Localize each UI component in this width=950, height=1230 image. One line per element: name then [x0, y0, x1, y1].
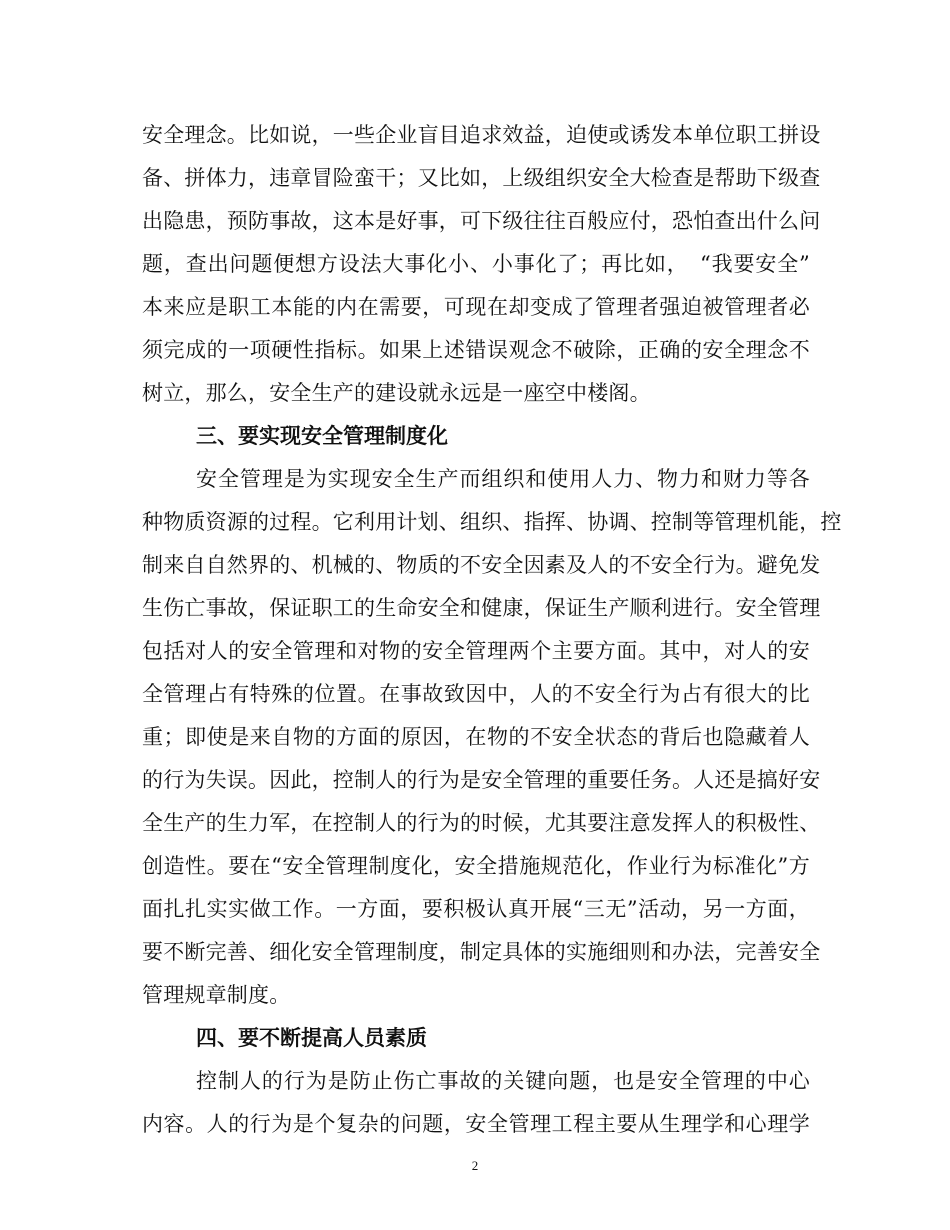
paragraph-line: 面扎扎实实做工作。一方面，要积极认真开展“三无”活动，另一方面， [142, 897, 810, 921]
page-number: 2 [471, 1158, 479, 1173]
paragraph-line: 种物质资源的过程。它利用计划、组织、指挥、协调、控制等管理机能，控 [142, 510, 842, 534]
paragraph-line: 须完成的一项硬性指标。如果上述错误观念不破除，正确的安全理念不 [142, 338, 810, 362]
paragraph-line: 的行为失误。因此，控制人的行为是安全管理的重要任务。人还是搞好安 [142, 768, 821, 792]
paragraph-line: 题，查出问题便想方设法大事化小、小事化了；再比如， “我要安全” [142, 252, 810, 276]
paragraph-line: 制来自自然界的、机械的、物质的不安全因素及人的不安全行为。避免发 [142, 553, 821, 577]
paragraph-line: 本来应是职工本能的内在需要，可现在却变成了管理者强迫被管理者必 [142, 295, 810, 319]
paragraph-line: 全管理占有特殊的位置。在事故致因中，人的不安全行为占有很大的比 [142, 682, 810, 706]
paragraph-line: 创造性。要在“安全管理制度化，安全措施规范化，作业行为标准化”方 [142, 854, 810, 878]
paragraph-line: 安全理念。比如说，一些企业盲目追求效益，迫使或诱发本单位职工拼设 [142, 123, 821, 147]
paragraph-line: 全生产的生力军，在控制人的行为的时候，尤其要注意发挥人的积极性、 [142, 811, 821, 835]
paragraph-line: 备、拼体力，违章冒险蛮干；又比如，上级组织安全大检查是帮助下级查 [142, 166, 821, 190]
paragraph-line: 包括对人的安全管理和对物的安全管理两个主要方面。其中，对人的安 [142, 639, 810, 663]
paragraph-line: 管理规章制度。 [142, 983, 291, 1007]
paragraph-line: 安全管理是为实现安全生产而组织和使用人力、物力和财力等各 [196, 467, 810, 491]
paragraph-line: 重；即使是来自物的方面的原因，在物的不安全状态的背后也隐藏着人 [142, 725, 810, 749]
section-heading-3: 三、要实现安全管理制度化 [196, 424, 448, 448]
paragraph-line: 树立，那么，安全生产的建设就永远是一座空中楼阁。 [142, 381, 651, 405]
paragraph-line: 控制人的行为是防止伤亡事故的关键向题，也是安全管理的中心 [196, 1069, 810, 1093]
paragraph-line: 内容。人的行为是个复杂的问题，安全管理工程主要从生理学和心理学 [142, 1112, 810, 1136]
paragraph-line: 生伤亡事故，保证职工的生命安全和健康，保证生产顺利进行。安全管理 [142, 596, 821, 620]
section-heading-4: 四、要不断提高人员素质 [196, 1026, 427, 1050]
paragraph-line: 出隐患，预防事故，这本是好事，可下级往往百般应付，恐怕查出什么问 [142, 209, 821, 233]
paragraph-line: 要不断完善、细化安全管理制度，制定具体的实施细则和办法，完善安全 [142, 940, 821, 964]
